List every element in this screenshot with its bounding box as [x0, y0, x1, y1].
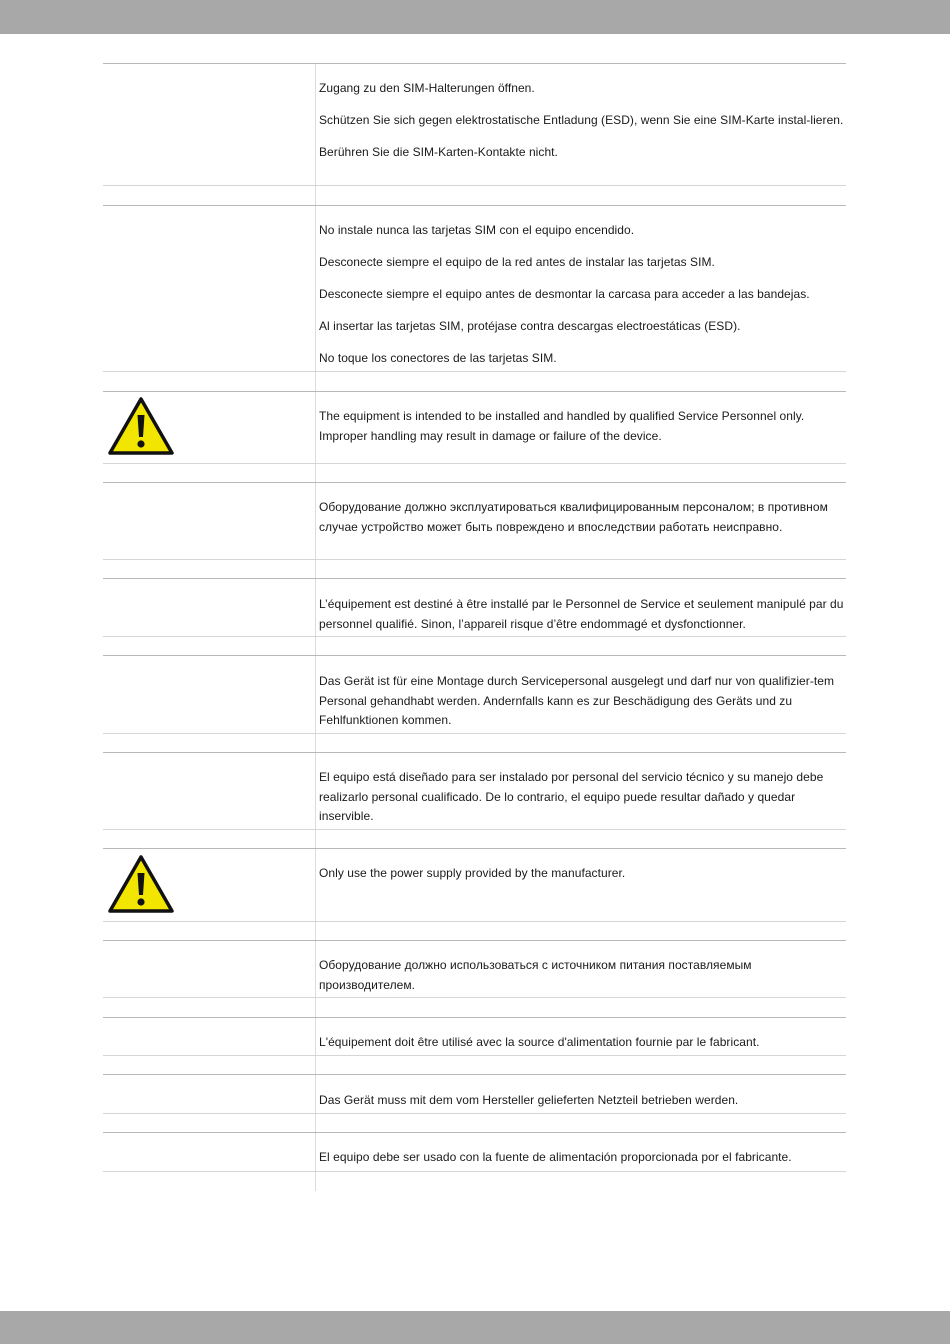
- table-rule: [103, 1074, 846, 1075]
- qualified-personnel-de: [319, 672, 844, 731]
- notice-text: L'équipement doit être utilisé avec la source d'alimentation fournie par le fabricant.: [319, 1035, 760, 1049]
- notice-text: Оборудование должно эксплуатироваться квалифицированным персоналом; в противном случае устройство может быть повреждено и впоследствии работать неисправно.: [319, 500, 828, 534]
- sim-notes-de: [319, 79, 844, 163]
- notice-text: The equipment is intended to be installed and handled by qualified Service Personnel only. Improper handling may result in damage or failure of the device.: [319, 409, 805, 443]
- table-rule: [103, 463, 846, 464]
- table-rule: [103, 1055, 846, 1056]
- notice-text: Оборудование должно использоваться с источником питания поставляемым производителем.: [319, 958, 752, 992]
- warning-triangle-icon: [107, 396, 175, 456]
- table-rule: [103, 921, 846, 922]
- table-rule: [103, 940, 846, 941]
- page-header-bar: [0, 0, 950, 34]
- sim-de-line: Zugang zu den SIM-Halterungen öffnen.: [319, 81, 535, 95]
- table-rule: [103, 559, 846, 560]
- power-supply-ru: [319, 956, 844, 995]
- sim-es-line: Al insertar las tarjetas SIM, protéjase contra descargas electroestáticas (ESD).: [319, 319, 741, 333]
- table-rule: [103, 1113, 846, 1114]
- notice-text: El equipo está diseñado para ser instalado por personal del servicio técnico y su manejo debe realizarlo personal cualificado. De lo contrario, el equipo puede resultar dañado y quedar inservible.: [319, 770, 824, 823]
- table-rule: [103, 848, 846, 849]
- power-supply-es: [319, 1148, 844, 1168]
- qualified-personnel-fr: [319, 595, 844, 634]
- sim-notes-es: [319, 221, 844, 369]
- warning-triangle-icon: [107, 854, 175, 914]
- table-rule: [103, 636, 846, 637]
- sim-de-line: Schützen Sie sich gegen elektrostatische Entladung (ESD), wenn Sie eine SIM-Karte instal-lieren.: [319, 113, 844, 127]
- column-divider: [315, 63, 316, 1191]
- sim-es-line: No toque los conectores de las tarjetas SIM.: [319, 351, 557, 365]
- sim-es-line: Desconecte siempre el equipo de la red antes de instalar las tarjetas SIM.: [319, 255, 715, 269]
- table-rule: [103, 185, 846, 186]
- table-rule: [103, 63, 846, 64]
- table-rule: [103, 655, 846, 656]
- sim-es-line: No instale nunca las tarjetas SIM con el equipo encendido.: [319, 223, 635, 237]
- notice-text: Only use the power supply provided by the manufacturer.: [319, 866, 626, 880]
- table-rule: [103, 997, 846, 998]
- table-rule: [103, 1017, 846, 1018]
- qualified-personnel-en: [319, 407, 844, 446]
- table-rule: [103, 391, 846, 392]
- page-footer-bar: [0, 1311, 950, 1344]
- notice-text: L’équipement est destiné à être installé par le Personnel de Service et seulement manipulé par du personnel qualifié. Sinon, l’appareil risque d’être endommagé et dysfonctionner.: [319, 597, 844, 631]
- table-rule: [103, 1171, 846, 1172]
- sim-de-line: Berühren Sie die SIM-Karten-Kontakte nicht.: [319, 145, 558, 159]
- table-rule: [103, 205, 846, 206]
- table-rule: [103, 1132, 846, 1133]
- qualified-personnel-ru: [319, 498, 844, 537]
- table-rule: [103, 733, 846, 734]
- table-rule: [103, 752, 846, 753]
- table-rule: [103, 578, 846, 579]
- qualified-personnel-es: [319, 768, 844, 827]
- table-rule: [103, 482, 846, 483]
- notice-text: Das Gerät muss mit dem vom Hersteller gelieferten Netzteil betrieben werden.: [319, 1093, 739, 1107]
- notice-text: El equipo debe ser usado con la fuente de alimentación proporcionada por el fabricante.: [319, 1150, 792, 1164]
- power-supply-en: [319, 864, 844, 884]
- power-supply-de: [319, 1091, 844, 1111]
- table-rule: [103, 829, 846, 830]
- notice-text: Das Gerät ist für eine Montage durch Servicepersonal ausgelegt und darf nur von qualifizier-tem Personal gehandhabt werden. Andernfalls kann es zur Beschädigung des Geräts und zu Fehlfunktionen kommen.: [319, 674, 835, 727]
- power-supply-fr: [319, 1033, 844, 1053]
- table-rule: [103, 371, 846, 372]
- sim-es-line: Desconecte siempre el equipo antes de desmontar la carcasa para acceder a las bandejas.: [319, 287, 810, 301]
